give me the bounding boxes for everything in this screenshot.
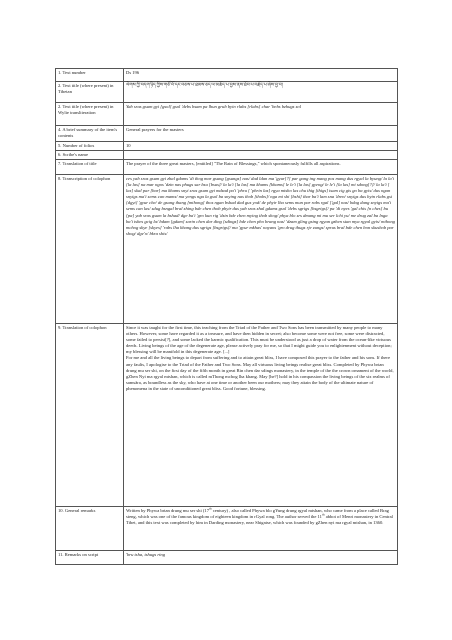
ordinal-suffix: th (321, 512, 325, 517)
row-value: 10 (124, 142, 398, 151)
catalogue-table (55, 68, 398, 565)
row-label: 9. Translation of colophon (56, 324, 124, 507)
table-row (56, 103, 398, 126)
script-remarks: 'bru tsha, tshugs ring (124, 551, 398, 565)
row-label: 11. Remarks on script (56, 551, 124, 565)
row-value: Ds 196 (124, 69, 398, 82)
wylie-title: Yab sras gsum gyi [gsol] gsol 'debs bsam pa lhun grub byin rlabs [rlabs] char 'bebs bzhugs sol (124, 103, 398, 126)
row-label: 4. A brief summary of the item's contents (56, 126, 124, 142)
table-row (56, 324, 398, 507)
colophon-transcription: ces yab sras gsum gyi zhal gdams 'di thog mar gsung [gsungs] nas/ dad ldan ma 'gyur[?] par gang ing mang pos mang dus rgyal la byung/ la la'i [la las] na mar ngos 'dzin nas phugs sar bsu [bsus]/ la la'i [la las] ma khams [khams] le le'i [la las] gyeng/ le le'i [la las] mi sdong[?]/ la la'i [ las] skal par [bar] ma khams snyi sras gsum gyi mdzad pa'i 'phru [ 'phrin las] rgya mtsho las chu thig [thigs] tsam cig gis go ba gyis/ dus ngan snyigs ma'i sems can mams/ ma yengs nga la gsol ba snying nas thob [thobs]/ nga mi shi [bshi] thar ba'i lam sna 'dren/ snyigs dus byin rlabs gsi [dgyi] 'gyur che/ de gsung thang [mthong] thos ngan bshad dad gus yod/ de phyir lha sems mun par rabs rgal ['gal] nas/ bdag dang snyigs ma'i sems can las/ sdug bsngal bral zhing bde chen thob phyir dus yab sras zhal gdams gsol 'debs sgrigs [bsgrigs]/ pa 'di nyes 'gal chis [n ches] bu [pa] yab sras gsum la bshad/ dge ba'i 'gro kun rig 'dzin bde chen mying thob shog/ phya blo srs dmang mi mu ser lchi yu/ me drug zal ba lnga ba'i tshes gcig la/ bdam [gdam] sarin chen dar ding [sdings] bde chen pho brang nas/ 'dzam gling gsing rgyan gzhen stan mya rgyal gyis/ mthong mchog skye [skyes] 'rabs lha khang dus sgrigs [bsgrigs]/ ma 'gyur mkhas' nayans 'gro drug thugs rje zungs/ sprus bral bde chen bon skushob par shog/ dge'o/ bkra shis/ (124, 175, 398, 324)
table-row (56, 69, 398, 82)
row-label: 10. General remarks (56, 507, 124, 551)
row-label: 6. Scribe's name (56, 151, 124, 160)
row-value: The prayer of the three great masters, [entitled] "The Rain of Blessings," which spontaneously fulfills all aspirations. (124, 160, 398, 175)
row-value (124, 151, 398, 160)
table-row (56, 175, 398, 324)
row-label: 2. Text title (where present) in Tibetan (56, 82, 124, 103)
remarks-text: century) , also called Phywa blo gYung drung rgyal mtshan, who came from a place called Brag steng, which was one of the famous kingdom of eighteen kingdom in rGyal rong. The author served the 11 (126, 508, 389, 520)
row-label: 8. Transcription of colophon (56, 175, 124, 324)
ordinal-suffix: th (209, 506, 212, 511)
table-row (56, 82, 398, 103)
row-label: 5. Number of folios (56, 142, 124, 151)
row-label: 7. Translation of title (56, 160, 124, 175)
row-value: General prayers for the masters (124, 126, 398, 142)
tibetan-title: ལེགས་ཀྱི་བདག་ཉིད་ཀྱིས་གཙོ་བོ་དང་བཅས་པ་ཐམས་ཅད་ལ་མཆོད་པ་བྱས་ནས་ཐོབ་པ་བརྗོད་པ་ཞེས་བྱ་བ། (124, 82, 398, 103)
table-row (56, 160, 398, 175)
remarks-text: abbot of Menri monastery in Central Tibet, and this text was completed by him in Darding monastery, near Shigatse, which was founded by gZhen nyi ma rgyal mtshan, in 1360. (126, 514, 393, 526)
row-label: 2. Text title (where present) in Wylie transliteration (56, 103, 124, 126)
remarks-text: Written by Phywa brtan drung mu ser shi (17 (126, 508, 209, 514)
table-row (56, 551, 398, 565)
colophon-translation: Since it was taught for the first time, this teaching from the Triad of the Father and Two Sons has been transmitted by many people to many others. However, some have regarded it as a treasure, and have then hidden in secret; also become some were not free, some were distracted, some failed to persist[?], and some lacked the karmic qualification. This must be understood as just a drop of water from the ocean-like virtuous deeds. Living beings of the age of the degenerate age, please actively pray for me, so that I might guide you to enlightenment without deception; my blessing will be manifold in this degenerate age. [...] For me and all the living beings to depart from suffering and to attain great bliss, I have composed this prayer to the father and his sons. If there any faults, I apologise to the Triad of the Father and Two Sons. May all virtuous living beings realise great bliss. Completed by Phywa brtan drung mu ser shi, on the first day of the fifth month in great Rin chen dar sdings monastery, in the temple of the the crown ornament of the world, gZhen Nyi ma rgyal mtshan, which is called mThong mchog lha khang. May [he?] hold in his compassion the living beings of the six realms of samsāra, as boundless as the sky, who have at one time or another been our mothers; may they attain the body of the ultimate nature of phenomena in the state of unconditioned great bliss. Good fortune, blessing. (124, 324, 398, 507)
table-row (56, 126, 398, 142)
general-remarks (124, 507, 398, 551)
table-row (56, 151, 398, 160)
table-row (56, 142, 398, 151)
row-label: 1. Text number (56, 69, 124, 82)
table-row (56, 507, 398, 551)
